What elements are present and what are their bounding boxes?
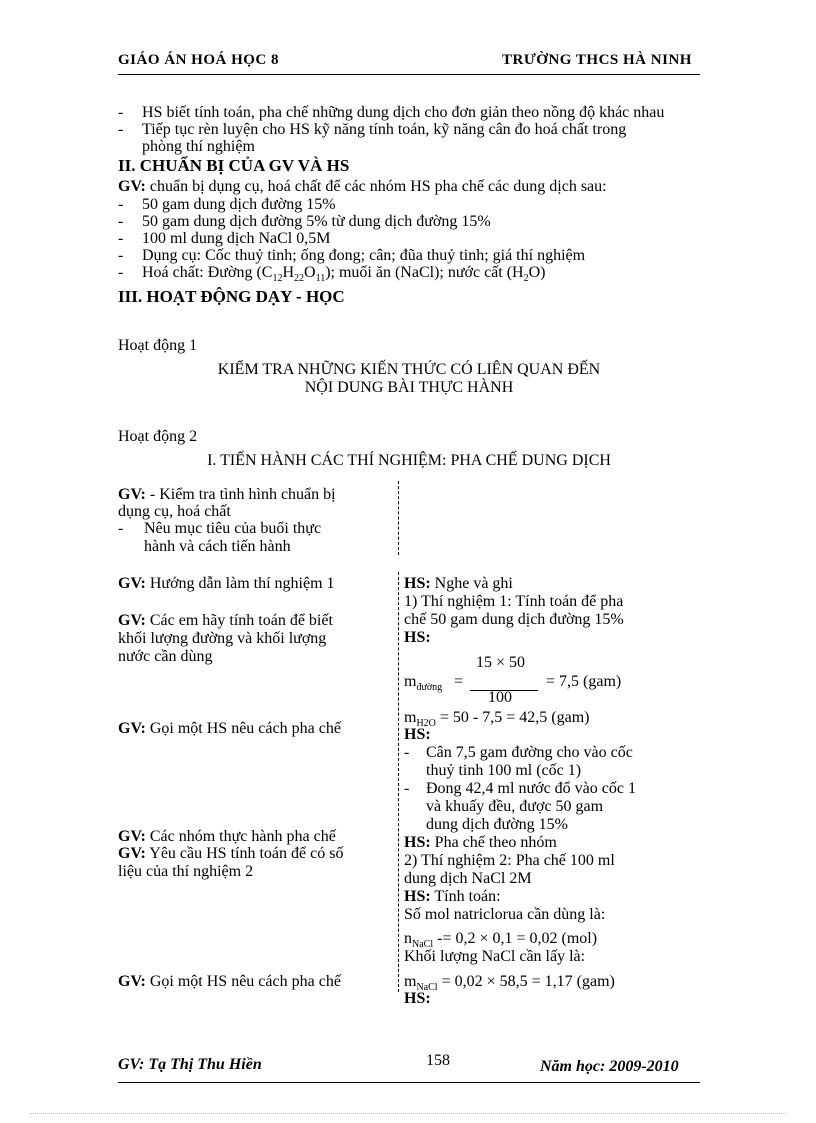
activity-2-title: I. TIẾN HÀNH CÁC THÍ NGHIỆM: PHA CHẾ DUNG DỊCH — [207, 452, 611, 469]
step-1: - Cân 7,5 gam đường cho vào cốc — [404, 744, 633, 761]
list-item: - 100 ml dung dịch NaCl 0,5M — [118, 230, 331, 247]
hs-label: HS: — [404, 726, 431, 743]
gv-instruction-5-line-2: liệu của thí nghiệm 2 — [118, 863, 254, 880]
fraction-numerator: 15 × 50 — [476, 654, 526, 671]
fraction-result: = 7,5 (gam) — [546, 673, 622, 690]
table-1-gv-line-4: hành và cách tiến hành — [144, 538, 291, 555]
activity-1-title-2: NỘI DUNG BÀI THỰC HÀNH — [304, 379, 514, 396]
experiment-2-title-2: dung dịch NaCl 2M — [404, 870, 532, 887]
list-item: - Tiếp tục rèn luyện cho HS kỹ năng tính toán, kỹ năng cân đo hoá chất trong — [118, 121, 627, 138]
footer-year: Năm học: 2009-2010 — [540, 1058, 679, 1075]
gv-instruction-5: GV: Yêu cầu HS tính toán để có số — [118, 845, 344, 862]
footer-author: GV: Tạ Thị Thu Hiền — [118, 1056, 262, 1073]
equals-sign: = — [454, 673, 464, 690]
gv-instruction-2-line-3: nước cần dùng — [118, 648, 213, 665]
step-2-line-3: dung dịch đường 15% — [426, 816, 569, 833]
gv-instruction-6: GV: Gọi một HS nêu cách pha chế — [118, 973, 341, 990]
mass-calculation: $m_{NaCl} = 0,02 \times 58,5 = 1,17$ (gam) — [404, 973, 615, 994]
section-2-title: II. CHUẨN BỊ CỦA GV VÀ HS — [118, 156, 350, 175]
table-1-gv-line-1: GV: - Kiểm tra tình hình chuẩn bị — [118, 486, 336, 503]
step-2: - Đong 42,4 ml nước đổ vào cốc 1 — [404, 780, 636, 797]
list-item: - 50 gam dung dịch đường 15% — [118, 196, 336, 213]
list-item: - Hoá chất: Đường $(C_{12}H_{22}O_{11})$; muối ăn (NaCl); nước cất $(H_2O)$ — [118, 264, 546, 285]
experiment-1-title-2: chế 50 gam dung dịch đường 15% — [404, 611, 624, 628]
page-edge-dots — [30, 1113, 786, 1114]
table-1-gv-line-2: dụng cụ, hoá chất — [118, 503, 231, 520]
list-item: - 50 gam dung dịch đường 5% từ dung dịch đường 15% — [118, 213, 491, 230]
activity-1-title-1: KIỂM TRA NHỮNG KIẾN THỨC CÓ LIÊN QUAN ĐẾN — [217, 361, 601, 378]
list-item: phòng thí nghiệm — [142, 138, 255, 155]
table-2-divider — [398, 572, 399, 992]
fraction-denominator: 100 — [488, 689, 512, 706]
step-2-line-2: và khuấy đều, được 50 gam — [426, 798, 604, 815]
experiment-1-title: 1) Thí nghiệm 1: Tính toán để pha — [404, 593, 624, 610]
mole-calculation: $n_{NaCl} -= 0,2 \times 0,1 = 0,02$ (mol) — [404, 930, 598, 951]
hs-calc-label: HS: Tính toán: — [404, 888, 501, 905]
mole-question: Số mol natriclorua cần dùng là: — [404, 906, 606, 923]
sugar-mass-symbol: $m_{đường}$ — [404, 673, 443, 694]
header-left: GIÁO ÁN HOÁ HỌC 8 — [118, 52, 280, 68]
gv-instruction-4: GV: Các nhóm thực hành pha chế — [118, 828, 336, 845]
activity-1-label: Hoạt động 1 — [118, 337, 198, 354]
hs-response-1: HS: Nghe và ghi — [404, 575, 513, 592]
hs-response-group: HS: Pha chế theo nhóm — [404, 834, 557, 851]
hs-label: HS: — [404, 629, 431, 646]
table-1-divider — [398, 481, 399, 555]
section-3-title: III. HOẠT ĐỘNG DẠY - HỌC — [118, 287, 345, 306]
step-1-line-2: thuỷ tinh 100 ml (cốc 1) — [426, 762, 582, 779]
footer-rule — [118, 1082, 700, 1083]
section-2-gv-line: GV: chuẩn bị dụng cụ, hoá chất để các nhóm HS pha chế các dung dịch sau: — [118, 178, 607, 195]
mass-question: Khối lượng NaCl cần lấy là: — [404, 948, 586, 965]
header-rule — [118, 74, 700, 75]
header-right: TRƯỜNG THCS HÀ NINH — [502, 52, 692, 68]
page-number: 158 — [426, 1052, 450, 1069]
list-item: - HS biết tính toán, pha chế những dung dịch cho đơn giản theo nồng độ khác nhau — [118, 104, 665, 121]
gv-instruction-3: GV: Gọi một HS nêu cách pha chế — [118, 720, 341, 737]
water-mass-line: $m_{H2O} = 50 - 7,5 = 42,5$ (gam) — [404, 709, 590, 730]
activity-2-label: Hoạt động 2 — [118, 428, 198, 445]
gv-instruction-2-line-2: khối lượng đường và khối lượng — [118, 630, 327, 647]
gv-instruction-2: GV: Các em hãy tính toán để biết — [118, 612, 333, 629]
intro-bullets — [118, 104, 664, 155]
list-item: - Dụng cụ: Cốc thuỷ tinh; ống đong; cân; đũa thuỷ tinh; giá thí nghiệm — [118, 247, 586, 264]
experiment-2-title: 2) Thí nghiệm 2: Pha chế 100 ml — [404, 852, 615, 869]
section-2-items — [118, 196, 585, 287]
table-1-gv-line-3: - Nêu mục tiêu của buổi thực — [118, 520, 322, 537]
hs-label: HS: — [404, 990, 431, 1007]
gv-instruction-1: GV: Hướng dẫn làm thí nghiệm 1 — [118, 575, 335, 592]
